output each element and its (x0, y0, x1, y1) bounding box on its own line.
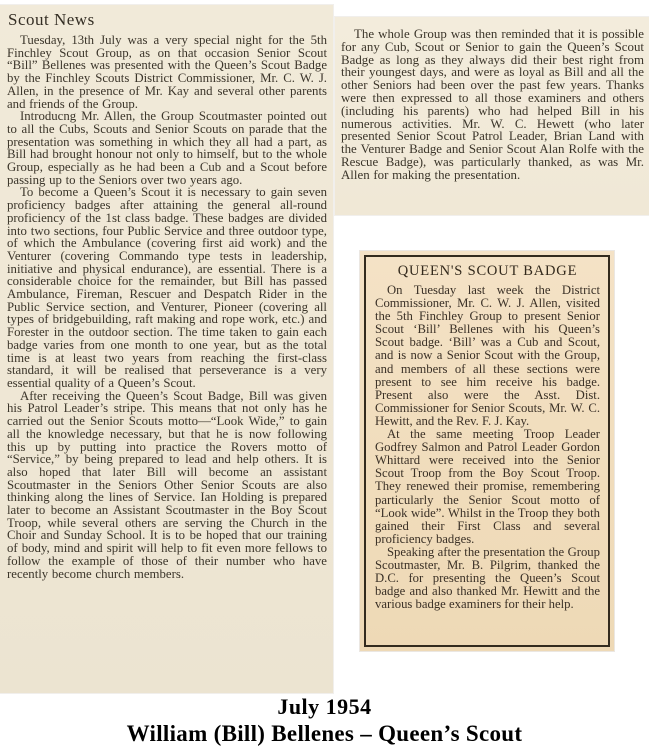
right-paragraph-1: The whole Group was then reminded that it is possible for any Cub, Scout or Senior to gain the Queen’s Scout Badge as long as they always did their best right from their youngest days, and were as loyal as Bill and all the other Seniors had been over the past few years. Thanks were then expressed to all those examiners and others (including his parents) who had helped Bill in his numerous activities. Mr. W. C. Hewett (who later presented Senior Scout Patrol Leader, Brian Land with the Venturer Badge and Senior Scout Alan Rolfe with the Rescue Badge), was particularly thanked, as was Mr. Allen for making the presentation. (341, 27, 644, 182)
article-headline: Scout News (8, 10, 95, 29)
newspaper-clipping-left (0, 5, 333, 693)
photo-caption (0, 693, 649, 748)
queens-scout-badge-box (364, 255, 610, 647)
left-paragraph-2: Introducng Mr. Allen, the Group Scoutmaster pointed out to all the Cubs, Scouts and Senior Scouts on parade that the presentation was something in which they all had a part, as Bill had brought honour not only to himself, but to the whole Group, especially as he had been a Cub and a Scout before passing up to the Seniors over two years ago. (7, 109, 327, 187)
newspaper-clipping-right (335, 17, 649, 215)
left-paragraph-4: After receiving the Queen’s Scout Badge, Bill was given his Patrol Leader’s stripe. This means that not only has he carried out the Senior Scouts motto—“Look Wide,” to gain all the knowledge necessary, but that he is now following this up by putting into practice the Rovers motto of “Service,” by being prepared to lead and help others. It is also hoped that later Bill will become an assistant Scoutmaster in the Seniors Other Senior Scouts are also thinking along the lines of Service. Ian Holding is prepared later to become an Assistant Scoutmaster in the Boy Scout Troop, while several others are serving the Church in the Choir and Sunday School. It is to be hoped that our training of body, mind and spirit will help to fit even more fellows to follow the example of those of their number who have recently become church members. (7, 388, 327, 581)
badge-box-paragraph-2: At the same meeting Troop Leader Godfrey Salmon and Patrol Leader Gordon Whittard were received into the Senior Scout Troop from the Boy Scout Troop. They renewed their promise, remembering particularly the Senior Scout motto of “Look wide”. Whilst in the Troop they both gained their First Class and several proficiency badges. (375, 427, 600, 546)
left-paragraph-3: To become a Queen’s Scout it is necessary to gain seven proficiency badges after attaining the general all-round proficiency of the 1st class badge. These badges are divided into two sections, four Public Service and three outdoor type, of which the Ambulance (covering first aid work) and the Venturer (covering Commando type tests in leadership, initiative and physical endurance), are essential. There is a considerable choice for the remainder, but Bill has passed Ambulance, Fireman, Rescuer and Despatch Rider in the Public Service section, and Venturer, Pioneer (covering all types of bridgebuilding, raft making and rope work, etc.) and Forester in the outdoor section. The time taken to gain each badge varies from one month to one year, but as the total time is at least two years from reaching the first-class standard, it will be realised that perseverance is a very essential quality of a Queen’s Scout. (7, 185, 327, 390)
badge-box-paragraph-3: Speaking after the presentation the Group Scoutmaster, Mr. B. Pilgrim, thanked the D.C. for presenting the Queen’s Scout badge and also thanked Mr. Hewitt and the various badge examiners for their help. (375, 544, 600, 612)
caption-date: July 1954 (277, 694, 372, 719)
caption-title: William (Bill) Bellenes – Queen’s Scout (126, 721, 523, 746)
left-paragraph-1: Tuesday, 13th July was a very special night for the 5th Finchley Scout Group, as on that occasion Senior Scout “Bill” Bellenes was presented with the Queen’s Scout Badge by the Finchley Scouts District Commissioner, Mr. C. W. J. Allen, in the presence of Mr. Kay and several other parents and friends of the Group. (7, 33, 327, 111)
badge-box-paragraph-1: On Tuesday last week the District Commissioner, Mr. C. W. J. Allen, visited the 5th Finchley Group to present Senior Scout ‘Bill’ Bellenes with his Queen’s Scout badge. ‘Bill’ was a Cub and Scout, and is now a Senior Scout with the Group, and members of all these sections were present to see him receive his badge. Present also were the Asst. Dist. Commissioner for Senior Scouts, Mr. W. C. Hewitt, and the Rev. F. J. Kay. (375, 283, 600, 428)
queens-scout-badge-clipping (360, 251, 614, 651)
badge-box-title: QUEEN'S SCOUT BADGE (397, 263, 578, 279)
